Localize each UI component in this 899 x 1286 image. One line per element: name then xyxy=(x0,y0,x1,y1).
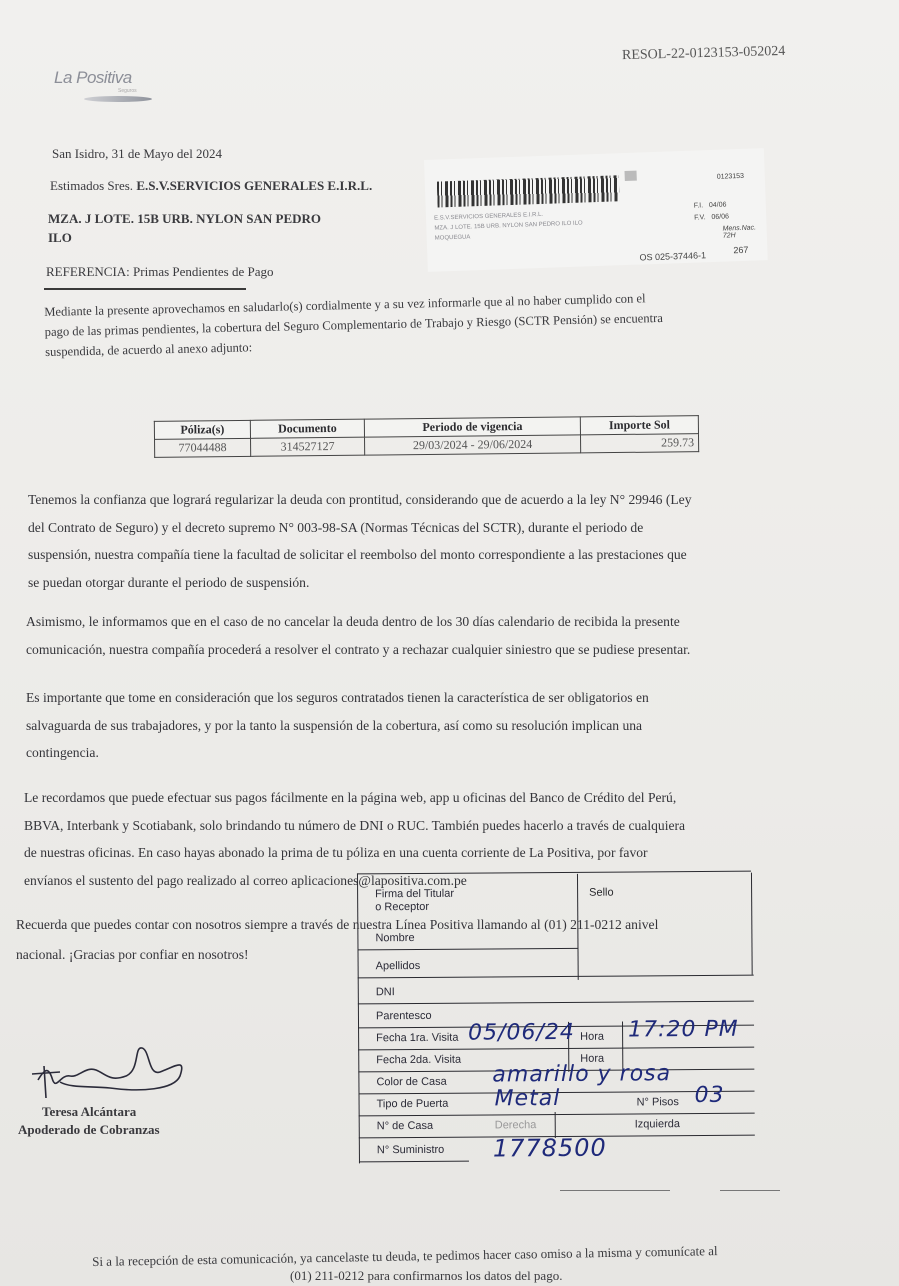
stamp-fecha2: Fecha 2da. Visita Hora xyxy=(358,1049,754,1073)
fecha1-value: 05/06/24 xyxy=(467,1019,575,1046)
stamp-ncasa: N° de Casa Derecha Izquierda xyxy=(359,1115,755,1139)
p5-line-2: nacional. ¡Gracias por confiar en nosotros! xyxy=(16,947,249,962)
stamp-nombre: Nombre xyxy=(357,928,577,951)
stamp-parentesco: Parentesco xyxy=(358,1005,754,1029)
label-code: 0123153 xyxy=(716,172,745,181)
reference-underline xyxy=(44,288,246,290)
label-fi: F.I. 04/06 xyxy=(693,201,727,210)
place-date: San Isidro, 31 de Mayo del 2024 xyxy=(52,146,223,161)
addressee xyxy=(50,178,372,194)
label-sender-1: E.S.V.SERVICIOS GENERALES E.I.R.L. xyxy=(433,211,544,222)
resolution-code: RESOL-22-0123153-052024 xyxy=(621,43,786,64)
footer-line-2: (01) 211-0212 para confirmarnos los datos del pago. xyxy=(290,1268,563,1283)
pisos-value: 03 xyxy=(694,1082,725,1109)
stamp-suministro: N° Suministro xyxy=(359,1141,469,1163)
cell-importe: 259.73 xyxy=(581,434,699,453)
intro-line-3: suspendida, de acuerdo al anexo adjunto: xyxy=(44,340,253,359)
divider xyxy=(720,1190,780,1191)
company-logo: La Positiva xyxy=(54,68,132,87)
signer-name: Teresa Alcántara xyxy=(42,1104,137,1119)
barcode-block-icon xyxy=(625,171,637,181)
policy-table xyxy=(154,415,699,458)
p4-line: BBVA, Interbank y Scotiabank, solo brindando tu número de DNI o RUC. También puedes hacerlo a través de cualquiera xyxy=(24,817,686,833)
p2-line: comunicación, nuestra compañía procederá a resolver el contrato y a rechazar cualquier siniestro que se pudiese presentar. xyxy=(26,641,691,657)
cell-periodo: 29/03/2024 - 29/06/2024 xyxy=(364,435,580,455)
label-count: 267 xyxy=(733,244,749,256)
signer-role: Apoderado de Cobranzas xyxy=(18,1122,160,1137)
stamp-puerta: Tipo de Puerta N° Pisos xyxy=(359,1093,755,1117)
divider xyxy=(560,1190,670,1191)
p2-line: Asimismo, le informamos que en el caso de no cancelar la deuda dentro de los 30 días calendario de recibida la presente xyxy=(26,614,680,629)
barcode-icon xyxy=(437,175,620,207)
paragraph-1 xyxy=(28,486,828,596)
label-fv: F.V. 06/06 xyxy=(694,213,730,222)
intro-paragraph xyxy=(44,284,835,362)
color-value: amarillo y rosa xyxy=(492,1061,672,1088)
address-line-1: MZA. J LOTE. 15B URB. NYLON SAN PEDRO xyxy=(48,211,322,226)
stamp-fecha1: Fecha 1ra. Visita Hora xyxy=(358,1027,754,1051)
col-poliza: Póliza(s) xyxy=(154,420,250,439)
p1-line: suspensión, nuestra compañía tiene la facultad de solicitar el reembolso del monto correspondiente a las prestaciones que xyxy=(28,547,687,562)
address-line-2: ILO xyxy=(48,230,72,245)
label-sender-3: MOQUEGUA xyxy=(434,234,471,242)
firma-label: Firma del Titular xyxy=(375,887,455,901)
p4-line: envíanos el sustento del pago realizado al correo aplicaciones@lapositiva.com.pe xyxy=(24,872,467,888)
p4-line: Le recordamos que puede efectuar sus pagos fácilmente en la página web, app u oficinas del Banco de Crédito del Perú, xyxy=(24,790,677,805)
signature-icon xyxy=(30,1036,200,1104)
p3-line: salvaguarda de sus trabajadores, y por la tanto la suspensión de la cobertura, así como su resolución implican una xyxy=(26,717,643,733)
puerta-value: Metal xyxy=(494,1085,561,1112)
stamp-color: Color de Casa xyxy=(358,1071,754,1095)
sello-label: Sello xyxy=(589,886,614,899)
paragraph-3 xyxy=(26,684,832,767)
company-name: E.S.V.SERVICIOS GENERALES E.I.R.L. xyxy=(136,178,373,193)
p5-line-1: Recuerda que puedes contar con nosotros siempre a través de nuestra Línea Positiva llamando al (01) 211-0212 anivel xyxy=(16,917,659,932)
paragraph-2 xyxy=(26,608,832,663)
cell-poliza: 77044488 xyxy=(155,438,251,457)
logo-subtitle: Seguros xyxy=(118,88,137,94)
label-note: Mens.Nac. 72H xyxy=(722,224,757,240)
footer-line-1: Si a la recepción de esta comunicación, ya cancelaste tu deuda, te pedimos hacer caso omiso a la misma y comunícate al xyxy=(92,1243,718,1269)
cell-documento: 314527127 xyxy=(250,437,364,456)
suministro-value: 1778500 xyxy=(492,1133,607,1163)
stamp-apellidos: Apellidos xyxy=(358,956,578,979)
firma-label-2: o Receptor xyxy=(375,900,430,914)
p4-line: de nuestras oficinas. En caso hayas abonado la prima de tu póliza en una cuenta corriente de La Positiva, por favor xyxy=(24,845,648,860)
p3-line: contingencia. xyxy=(26,745,99,760)
p1-line: del Contrato de Seguro) y el decreto supremo N° 003-98-SA (Normas Técnicas del SCTR), durante el periodo de xyxy=(28,519,644,535)
col-periodo: Periodo de vigencia xyxy=(364,417,580,437)
intro-line-1: Mediante la presente aprovechamos en saludarlo(s) cordialmente y a su vez informarle que al no haber cumplido con el xyxy=(44,291,646,319)
reference-line: REFERENCIA: Primas Pendientes de Pago xyxy=(46,264,274,279)
label-os: OS 025-37446-1 xyxy=(639,250,707,263)
p3-line: Es importante que tome en consideración que los seguros contratados tienen la característica de ser obligatorios en xyxy=(26,690,649,705)
p1-line: se puedan otorgar durante el periodo de suspensión. xyxy=(28,574,310,590)
col-importe: Importe Sol xyxy=(580,416,698,435)
greeting-prefix: Estimados Sres. xyxy=(50,178,134,193)
paragraph-5 xyxy=(16,910,846,970)
label-sender-2: MZA. J LOTE. 15B URB. NYLON SAN PEDRO ILO ILO xyxy=(434,220,583,232)
intro-line-2: pago de las primas pendientes, la cobertura del Seguro Complementario de Trabajo y Riesgo (SCTR Pensión) se encuentra xyxy=(44,310,664,339)
p1-line: Tenemos la confianza que logrará regularizar la deuda con prontitud, considerando que de acuerdo a la ley N° 29946 (Ley xyxy=(28,492,692,507)
shipping-label xyxy=(424,148,768,272)
col-documento: Documento xyxy=(250,419,364,438)
hora1-value: 17:20 PM xyxy=(627,1016,739,1043)
logo-swoosh-icon xyxy=(84,96,152,102)
stamp-dni: DNI xyxy=(358,981,754,1005)
